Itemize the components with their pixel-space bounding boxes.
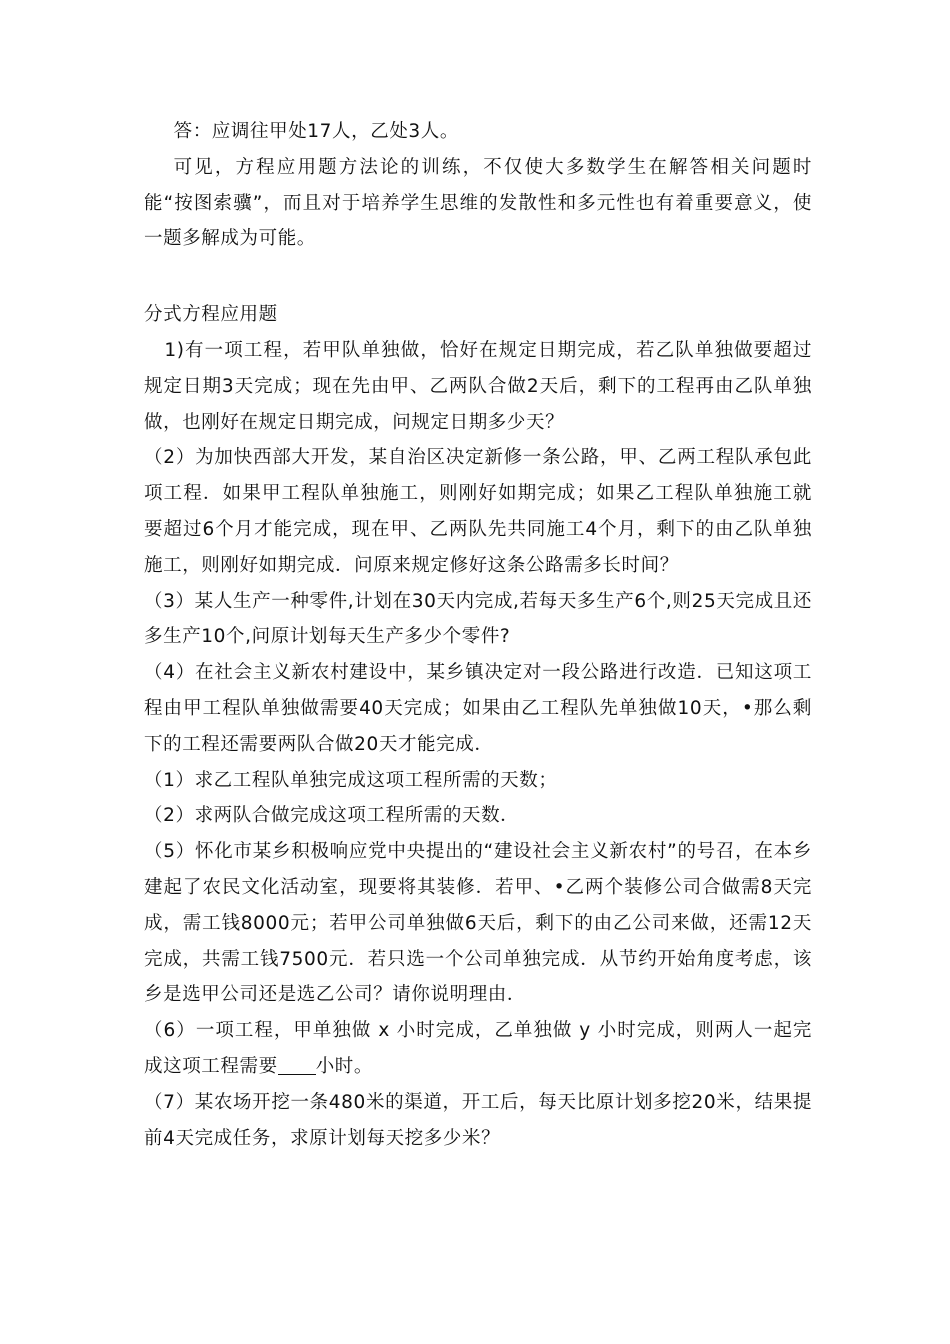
problem-6-text: （6）一项工程，甲单独做 x 小时完成，乙单独做 y 小时完成，则两人一起完成这项工程需要 <box>144 1020 812 1077</box>
problem-1: 1)有一项工程，若甲队单独做，恰好在规定日期完成，若乙队单独做要超过规定日期3天完成；现在先由甲、乙两队合做2天后，剩下的工程再由乙队单独做，也刚好在规定日期完成，问规定日期多少天？ <box>144 339 812 433</box>
answer-line: 答：应调往甲处17人，乙处3人。 <box>173 121 460 142</box>
problem-7: （7）某农场开挖一条480米的渠道，开工后，每天比原计划多挖20米，结果提前4天完成任务，求原计划每天挖多少米？ <box>144 1091 812 1149</box>
document-body <box>144 114 812 1156</box>
problem-4: （4）在社会主义新农村建设中，某乡镇决定对一段公路进行改造．已知这项工程由甲工程队单独做需要40天完成；如果由乙工程队先单独做10天，•那么剩下的工程还需要两队合做20天才能完成． <box>144 662 812 755</box>
section-title: 分式方程应用题 <box>144 304 278 326</box>
problem-4-question-1: （1）求乙工程队单独完成这项工程所需的天数； <box>144 769 558 791</box>
problem-6-unit: 小时。 <box>315 1055 374 1077</box>
conclusion-paragraph: 可见，方程应用题方法论的训练，不仅使大多数学生在解答相关问题时能“按图索骥”，而且对于培养学生思维的发散性和多元性也有着重要意义，使一题多解成为可能。 <box>144 156 812 250</box>
problem-5: （5）怀化市某乡积极响应党中央提出的“建设社会主义新农村”的号召，在本乡建起了农民文化活动室，现要将其装修．若甲、•乙两个装修公司合做需8天完成，需工钱8000元；若甲公司单独做6天后，剩下的由乙公司来做，还需12天完成，共需工钱7500元．若只选一个公司单独完成．从节约开始角度考虑，该乡是选甲公司还是选乙公司？请你说明理由． <box>144 841 812 1006</box>
answer-blank <box>278 1055 316 1075</box>
problem-3: （3）某人生产一种零件,计划在30天内完成,若每天多生产6个,则25天完成且还多生产10个,问原计划每天生产多少个零件? <box>144 590 812 648</box>
problem-2: （2）为加快西部大开发，某自治区决定新修一条公路，甲、乙两工程队承包此项工程．如果甲工程队单独施工，则刚好如期完成；如果乙工程队单独施工就要超过6个月才能完成，现在甲、乙两队先共同施工4个月，剩下的由乙队单独施工，则刚好如期完成．问原来规定修好这条公路需多长时间？ <box>144 447 812 576</box>
problem-4-question-2: （2）求两队合做完成这项工程所需的天数． <box>144 805 520 827</box>
problem-6 <box>144 1013 812 1085</box>
